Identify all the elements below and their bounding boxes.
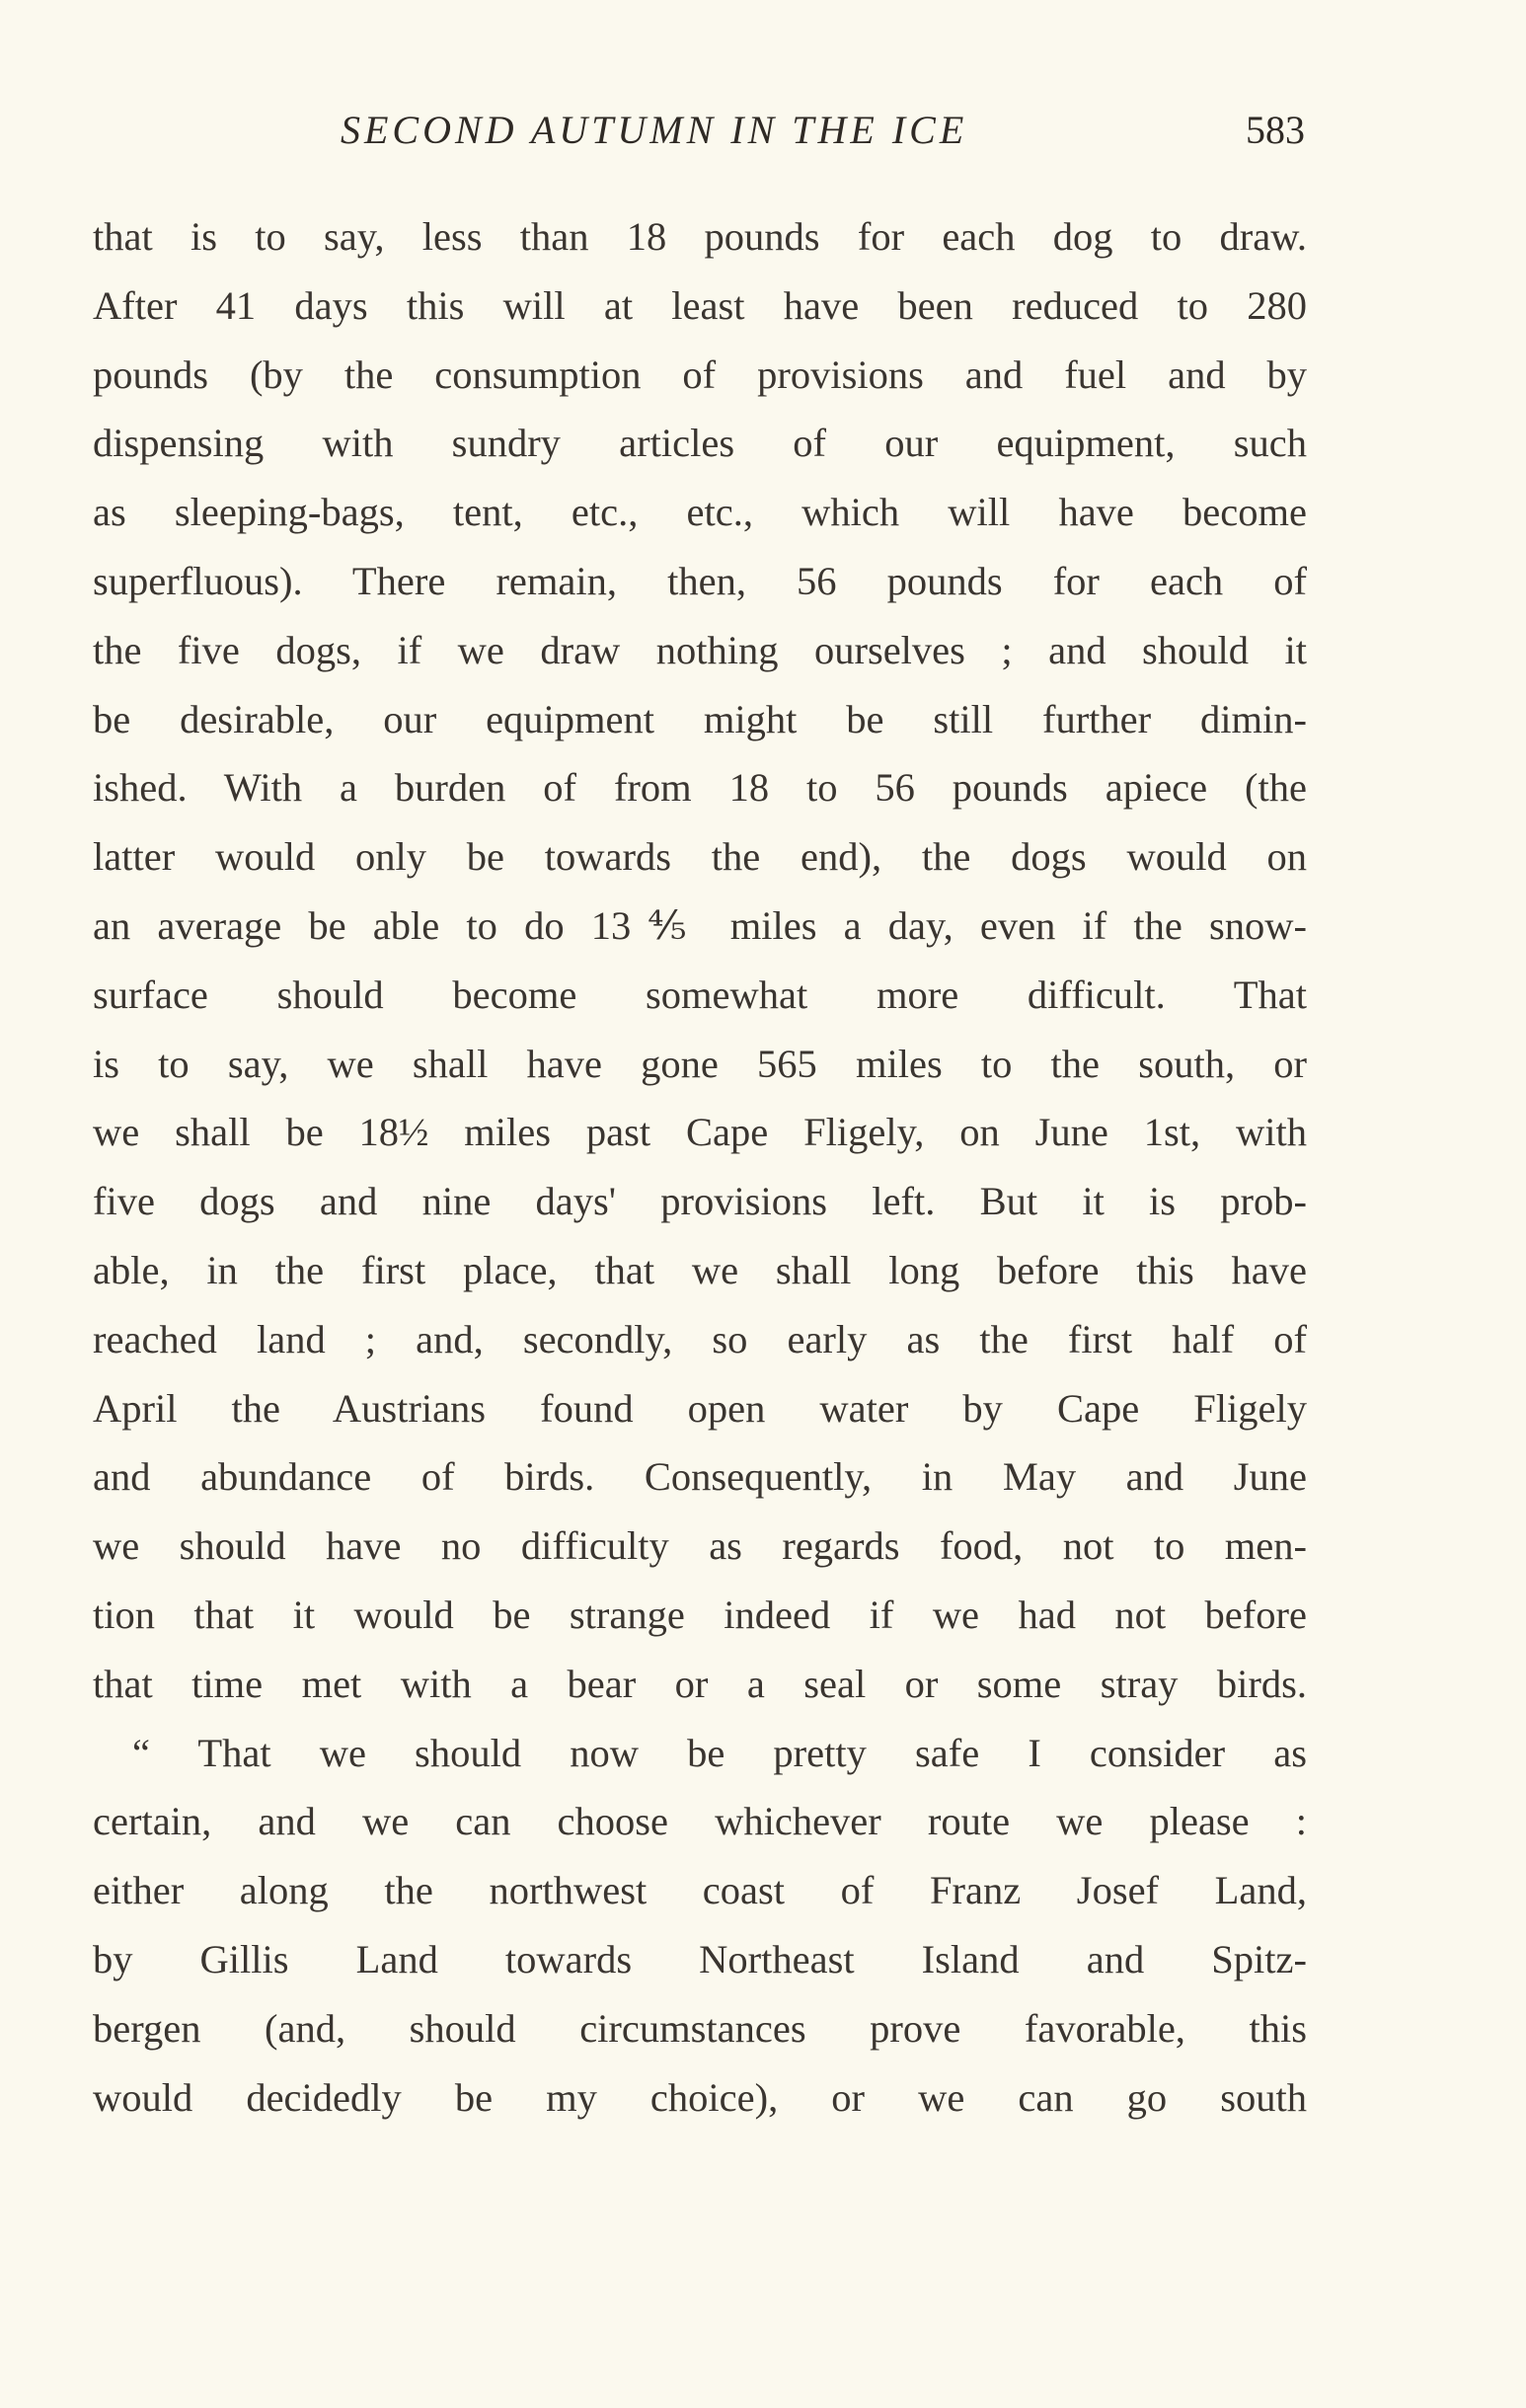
text-line: by Gillis Land towards Northeast Island and Spitz-	[93, 1936, 1307, 1981]
text-line: is to say, we shall have gone 565 miles to the south, or	[93, 1041, 1307, 1086]
text-line: we should have no difficulty as regards food, not to men-	[93, 1523, 1307, 1569]
text-line: pounds (by the consumption of provisions and fuel and by	[93, 351, 1307, 397]
text-line: After 41 days this will at least have been reduced to 280	[93, 282, 1307, 328]
text-line: and abundance of birds. Consequently, in May and June	[93, 1454, 1307, 1500]
page-number: 583	[1246, 108, 1305, 152]
body-text	[93, 202, 1307, 2132]
text-line: superfluous). There remain, then, 56 pounds for each of	[93, 558, 1307, 603]
text-line: the five dogs, if we draw nothing ourselves ; and should it	[93, 627, 1307, 672]
text-line: either along the northwest coast of Franz Josef Land,	[93, 1868, 1307, 1913]
text-line: April the Austrians found open water by Cape Fligely	[93, 1385, 1307, 1431]
text-line: certain, and we can choose whichever route we please :	[93, 1799, 1307, 1844]
text-line: “ That we should now be pretty safe I consider as	[132, 1730, 1307, 1775]
text-line: bergen (and, should circumstances prove favorable, this	[93, 2005, 1307, 2051]
text-line: reached land ; and, secondly, so early as the first half of	[93, 1316, 1307, 1361]
text-line: as sleeping-bags, tent, etc., etc., which will have become	[93, 490, 1307, 535]
running-head-title: SECOND AUTUMN IN THE ICE	[341, 108, 968, 152]
text-line: able, in the first place, that we shall long before this have	[93, 1247, 1307, 1292]
text-line: that time met with a bear or a seal or some stray birds.	[93, 1661, 1307, 1706]
text-line: be desirable, our equipment might be still further dimin-	[93, 696, 1307, 741]
text-line: latter would only be towards the end), the dogs would on	[93, 834, 1307, 880]
text-line: that is to say, less than 18 pounds for each dog to draw.	[93, 214, 1307, 259]
text-line: surface should become somewhat more difficult. That	[93, 971, 1307, 1017]
text-line: five dogs and nine days' provisions left. But it is prob-	[93, 1179, 1307, 1224]
text-line: would decidedly be my choice), or we can go south	[93, 2074, 1307, 2120]
text-line: dispensing with sundry articles of our equipment, such	[93, 421, 1307, 466]
text-line: ished. With a burden of from 18 to 56 pounds apiece (the	[93, 765, 1307, 811]
text-line: we shall be 18½ miles past Cape Fligely, on June 1st, with	[93, 1110, 1307, 1155]
text-line: an average be able to do 13⅘ miles a day, even if the snow-	[93, 902, 1307, 948]
text-line: tion that it would be strange indeed if we had not before	[93, 1592, 1307, 1637]
